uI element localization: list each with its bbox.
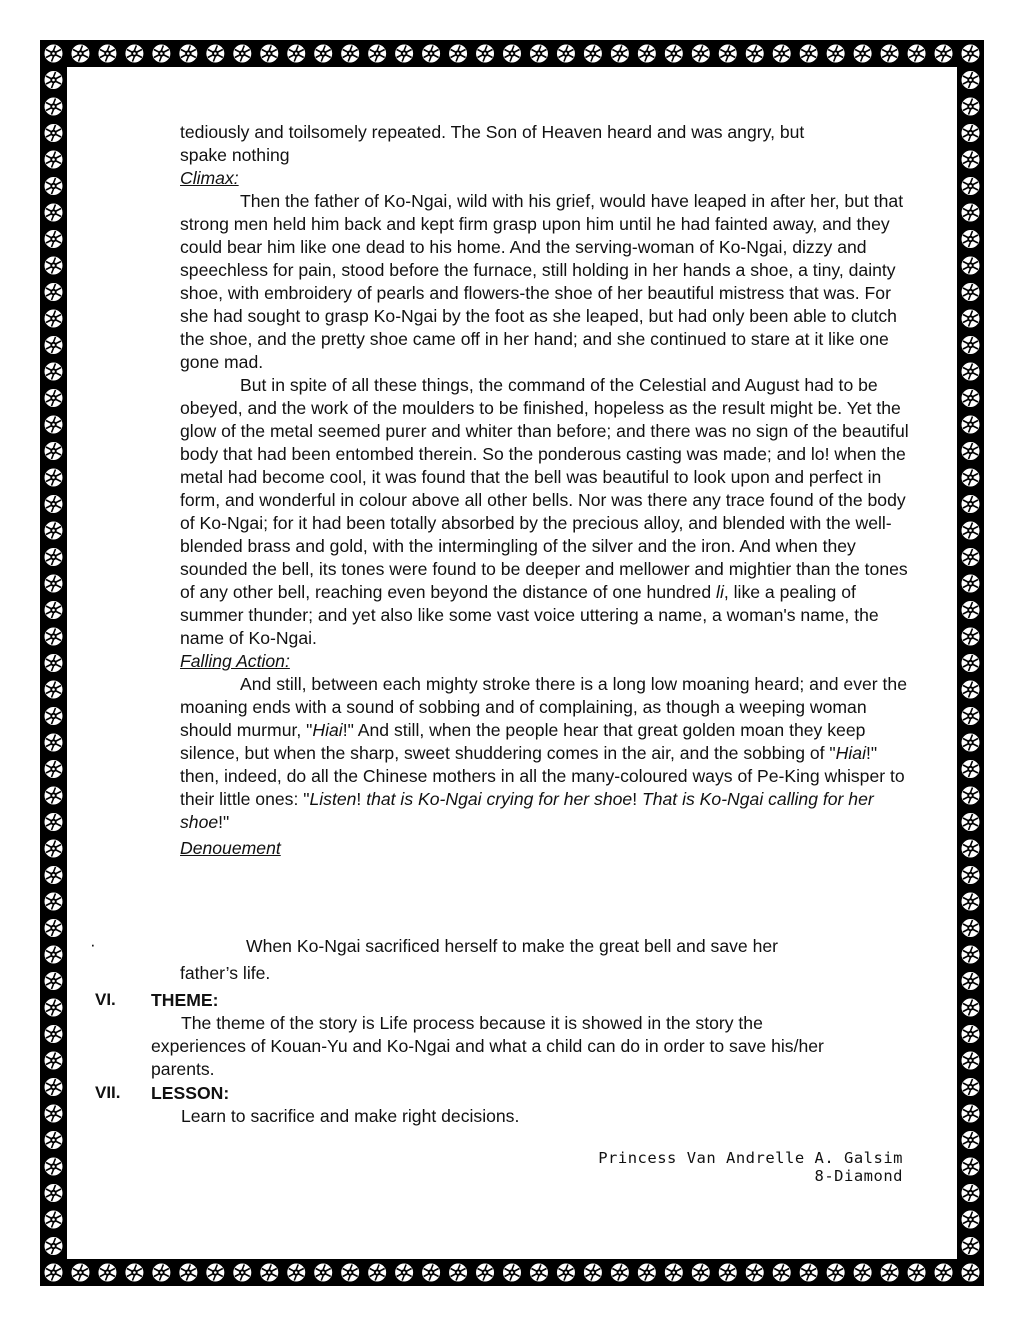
flower-icon [45, 336, 63, 354]
fa-text-5: ! [632, 789, 642, 809]
flower-icon [260, 1264, 278, 1282]
flower-icon [206, 45, 224, 63]
flower-icon [962, 919, 980, 937]
flower-icon [557, 1264, 575, 1282]
fa-text-4: ! [356, 789, 367, 809]
flower-icon [45, 522, 63, 540]
lesson-title: LESSON: [151, 1083, 230, 1103]
fa-text-3: !" then, indeed, do all the Chinese mothers in all the many-coloured ways of Pe-King whisper to their little ones: " [180, 743, 905, 809]
flower-icon [773, 45, 791, 63]
flower-icon [962, 416, 980, 434]
flower-icon [611, 45, 629, 63]
fa-quote-2: That is Ko-Ngai calling for her shoe [180, 789, 874, 832]
flower-icon [962, 946, 980, 964]
flower-icon [719, 1264, 737, 1282]
flower-icon [719, 45, 737, 63]
flower-icon [962, 1052, 980, 1070]
flower-icon [557, 45, 575, 63]
flower-icon [341, 45, 359, 63]
flower-icon [962, 257, 980, 275]
flower-icon [935, 45, 953, 63]
flower-icon [962, 124, 980, 142]
flower-icon [962, 707, 980, 725]
flower-icon [962, 442, 980, 460]
flower-icon [45, 813, 63, 831]
flower-icon [368, 1264, 386, 1282]
story-text-block [180, 121, 910, 860]
flower-icon [854, 45, 872, 63]
climax-p2-li: li [716, 582, 724, 602]
flower-icon [287, 45, 305, 63]
flower-icon [45, 416, 63, 434]
flower-icon [45, 999, 63, 1017]
flower-icon [881, 45, 899, 63]
flower-icon [908, 45, 926, 63]
flower-icon [341, 1264, 359, 1282]
flower-icon [962, 1131, 980, 1149]
flower-icon [881, 1264, 899, 1282]
flower-icon [45, 442, 63, 460]
flower-icon [45, 1158, 63, 1176]
climax-continuation-2: spake nothing [180, 145, 290, 165]
flower-icon [45, 1237, 63, 1255]
flower-icon [45, 124, 63, 142]
flower-icon [638, 1264, 656, 1282]
flower-icon [45, 204, 63, 222]
flower-icon [692, 1264, 710, 1282]
flower-icon [287, 1264, 305, 1282]
climax-p2-text-a: But in spite of all these things, the command of the Celestial and August had to be obeyed, and the work of the moulders to be finished, hopeless as the result might be. Yet the glow of the metal seemed purer and whiter than before; and there was no sign of the beautiful body that had been entombed therein. So the ponderous casting was made; and lo! when the metal had become cool, it was found that the bell was beautiful to look upon and perfect in form, and wonderful in colour above all other bells. Nor was there any trace found of the body of Ko-Ngai; for it had been totally absorbed by the precious alloy, and blended with the well-blended brass and gold, with the intermingling of the silver and the iron. And when they sounded the bell, its tones were found to be deeper and mellower and mightier than the tones of any other bell, reaching even beyond the distance of one hundred [180, 375, 909, 602]
flower-icon [45, 495, 63, 513]
flower-icon [45, 45, 63, 63]
flower-icon [962, 628, 980, 646]
flower-icon [962, 310, 980, 328]
flower-icon [71, 45, 89, 63]
flower-icon [962, 1264, 980, 1282]
flower-icon [422, 1264, 440, 1282]
theme-number: VI. [95, 990, 116, 1009]
flower-icon [98, 1264, 116, 1282]
climax-paragraph-1: Then the father of Ko-Ngai, wild with his grief, would have leaped in after her, but that strong men held him back and kept firm grasp upon him until he had fainted away, and they could bear him like one dead to his home. And the serving-woman of Ko-Ngai, dizzy and speechless for pain, stood before the furnace, still holding in her hands a shoe, a tiny, dainty shoe, with embroidery of pearls and flowers-the shoe of her beautiful mistress that was. For she had sought to grasp Ko-Ngai by the foot as she leaped, but had only been able to clutch the shoe, and the pretty shoe came off in her hand; and she continued to stare at it like one gone mad. [180, 191, 904, 372]
flower-icon [503, 1264, 521, 1282]
flower-icon [908, 1264, 926, 1282]
flower-icon [45, 389, 63, 407]
flower-icon [45, 866, 63, 884]
flower-icon [962, 654, 980, 672]
flower-icon [45, 1105, 63, 1123]
flower-icon [125, 1264, 143, 1282]
flower-icon [45, 919, 63, 937]
denouement-line-1: When Ko-Ngai sacrificed herself to make the great bell and save her [246, 936, 778, 956]
lesson-number: VII. [95, 1083, 121, 1102]
flower-icon [45, 840, 63, 858]
flower-icon [45, 230, 63, 248]
flower-icon [692, 45, 710, 63]
flower-icon [45, 654, 63, 672]
flower-icon [962, 813, 980, 831]
flower-icon [45, 972, 63, 990]
flower-icon [98, 45, 116, 63]
flower-icon [45, 760, 63, 778]
flower-icon [45, 575, 63, 593]
flower-icon [530, 45, 548, 63]
fa-text-1: And still, between each mighty stroke there is a long low moaning heard; and ever the moaning ends with a sound of sobbing and of complaining, as though a weeping woman should murmur, " [180, 674, 907, 740]
flower-icon [179, 1264, 197, 1282]
fa-hiai-1: Hiai [312, 720, 343, 740]
denouement-line-2: father’s life. [180, 963, 271, 983]
climax-heading: Climax: [180, 168, 239, 188]
denouement-heading: Denouement [180, 838, 281, 858]
theme-body [151, 1012, 871, 1081]
flower-icon [206, 1264, 224, 1282]
flower-icon [45, 1184, 63, 1202]
flower-icon [152, 1264, 170, 1282]
flower-icon [45, 1052, 63, 1070]
fa-hiai-2: Hiai [835, 743, 866, 763]
theme-body-rest: experiences of Kouan-Yu and Ko-Ngai and what a child can do in order to save his/her parents. [151, 1036, 824, 1079]
flower-icon [773, 1264, 791, 1282]
flower-icon [962, 283, 980, 301]
fa-text-6: !" [218, 812, 230, 832]
flower-icon [395, 45, 413, 63]
flower-icon [45, 601, 63, 619]
flower-icon [962, 734, 980, 752]
flower-icon [962, 495, 980, 513]
fa-quote-1: that is Ko-Ngai crying for her shoe [366, 789, 633, 809]
flower-icon [962, 787, 980, 805]
flower-icon [476, 45, 494, 63]
flower-icon [854, 1264, 872, 1282]
flower-icon [152, 45, 170, 63]
flower-icon [260, 45, 278, 63]
flower-icon [530, 1264, 548, 1282]
flower-icon [665, 45, 683, 63]
flower-icon [962, 1184, 980, 1202]
flower-icon [962, 1105, 980, 1123]
flower-icon [962, 866, 980, 884]
flower-icon [962, 575, 980, 593]
flower-icon [45, 1025, 63, 1043]
flower-icon [827, 45, 845, 63]
flower-icon [962, 389, 980, 407]
flower-icon [45, 71, 63, 89]
flower-icon [45, 1131, 63, 1149]
flower-icon [800, 45, 818, 63]
flower-icon [800, 1264, 818, 1282]
flower-icon [962, 999, 980, 1017]
flower-icon [45, 893, 63, 911]
flower-icon [45, 548, 63, 566]
climax-paragraph-2 [180, 374, 910, 650]
flower-icon [395, 1264, 413, 1282]
flower-icon [45, 469, 63, 487]
flower-icon [584, 45, 602, 63]
flower-icon [962, 972, 980, 990]
flower-icon [962, 177, 980, 195]
flower-icon [233, 1264, 251, 1282]
author-name: Princess Van Andrelle A. Galsim [598, 1149, 903, 1167]
theme-body-first-line: The theme of the story is Life process because it is showed in the story the [181, 1013, 763, 1033]
bullet-dot: · [90, 935, 96, 954]
flower-icon [45, 1211, 63, 1229]
flower-icon [962, 363, 980, 381]
flower-icon [449, 45, 467, 63]
fa-listen: Listen [309, 789, 357, 809]
flower-icon [233, 45, 251, 63]
flower-icon [45, 1264, 63, 1282]
flower-icon [665, 1264, 683, 1282]
lesson-body: Learn to sacrifice and make right decisions. [181, 1106, 520, 1126]
flower-icon [746, 1264, 764, 1282]
flower-icon [125, 45, 143, 63]
flower-icon [962, 1158, 980, 1176]
flower-icon [179, 45, 197, 63]
flower-icon [962, 71, 980, 89]
fa-text-2: !" And still, when the people hear that great golden moan they keep silence, but when the sharp, sweet shuddering comes in the air, and the sobbing of " [180, 720, 866, 763]
flower-icon [962, 893, 980, 911]
flower-icon [638, 45, 656, 63]
flower-icon [45, 681, 63, 699]
flower-icon [962, 548, 980, 566]
flower-icon [962, 681, 980, 699]
flower-icon [962, 1237, 980, 1255]
flower-icon [935, 1264, 953, 1282]
falling-action-heading: Falling Action: [180, 651, 290, 671]
flower-icon [45, 257, 63, 275]
theme-title: THEME: [151, 990, 219, 1010]
flower-icon [45, 177, 63, 195]
flower-icon [962, 522, 980, 540]
flower-icon [962, 469, 980, 487]
flower-icon [476, 1264, 494, 1282]
flower-icon [45, 628, 63, 646]
flower-icon [45, 151, 63, 169]
falling-action-paragraph [180, 673, 910, 834]
flower-icon [71, 1264, 89, 1282]
flower-icon [962, 230, 980, 248]
flower-icon [314, 45, 332, 63]
author-signature [598, 1149, 903, 1185]
flower-icon [45, 734, 63, 752]
flower-icon [45, 1078, 63, 1096]
flower-icon [962, 336, 980, 354]
flower-icon [962, 601, 980, 619]
flower-icon [45, 363, 63, 381]
flower-icon [45, 787, 63, 805]
flower-icon [746, 45, 764, 63]
flower-icon [962, 760, 980, 778]
flower-icon [827, 1264, 845, 1282]
flower-icon [45, 283, 63, 301]
flower-icon [962, 151, 980, 169]
flower-icon [962, 204, 980, 222]
flower-icon [449, 1264, 467, 1282]
climax-continuation-1: tediously and toilsomely repeated. The Son of Heaven heard and was angry, but [180, 122, 805, 142]
flower-icon [584, 1264, 602, 1282]
flower-icon [314, 1264, 332, 1282]
flower-icon [962, 840, 980, 858]
flower-icon [503, 45, 521, 63]
flower-icon [962, 45, 980, 63]
flower-icon [45, 946, 63, 964]
flower-icon [45, 98, 63, 116]
climax-p2-text-b: , like a pealing of summer thunder; and yet also like some vast voice uttering a name, a woman's name, the name of Ko-Ngai. [180, 582, 879, 648]
flower-icon [422, 45, 440, 63]
flower-icon [962, 1025, 980, 1043]
author-section: 8-Diamond [814, 1167, 903, 1185]
flower-icon [962, 1078, 980, 1096]
flower-icon [45, 707, 63, 725]
flower-icon [611, 1264, 629, 1282]
flower-icon [368, 45, 386, 63]
flower-icon [45, 310, 63, 328]
flower-icon [962, 98, 980, 116]
flower-icon [962, 1211, 980, 1229]
